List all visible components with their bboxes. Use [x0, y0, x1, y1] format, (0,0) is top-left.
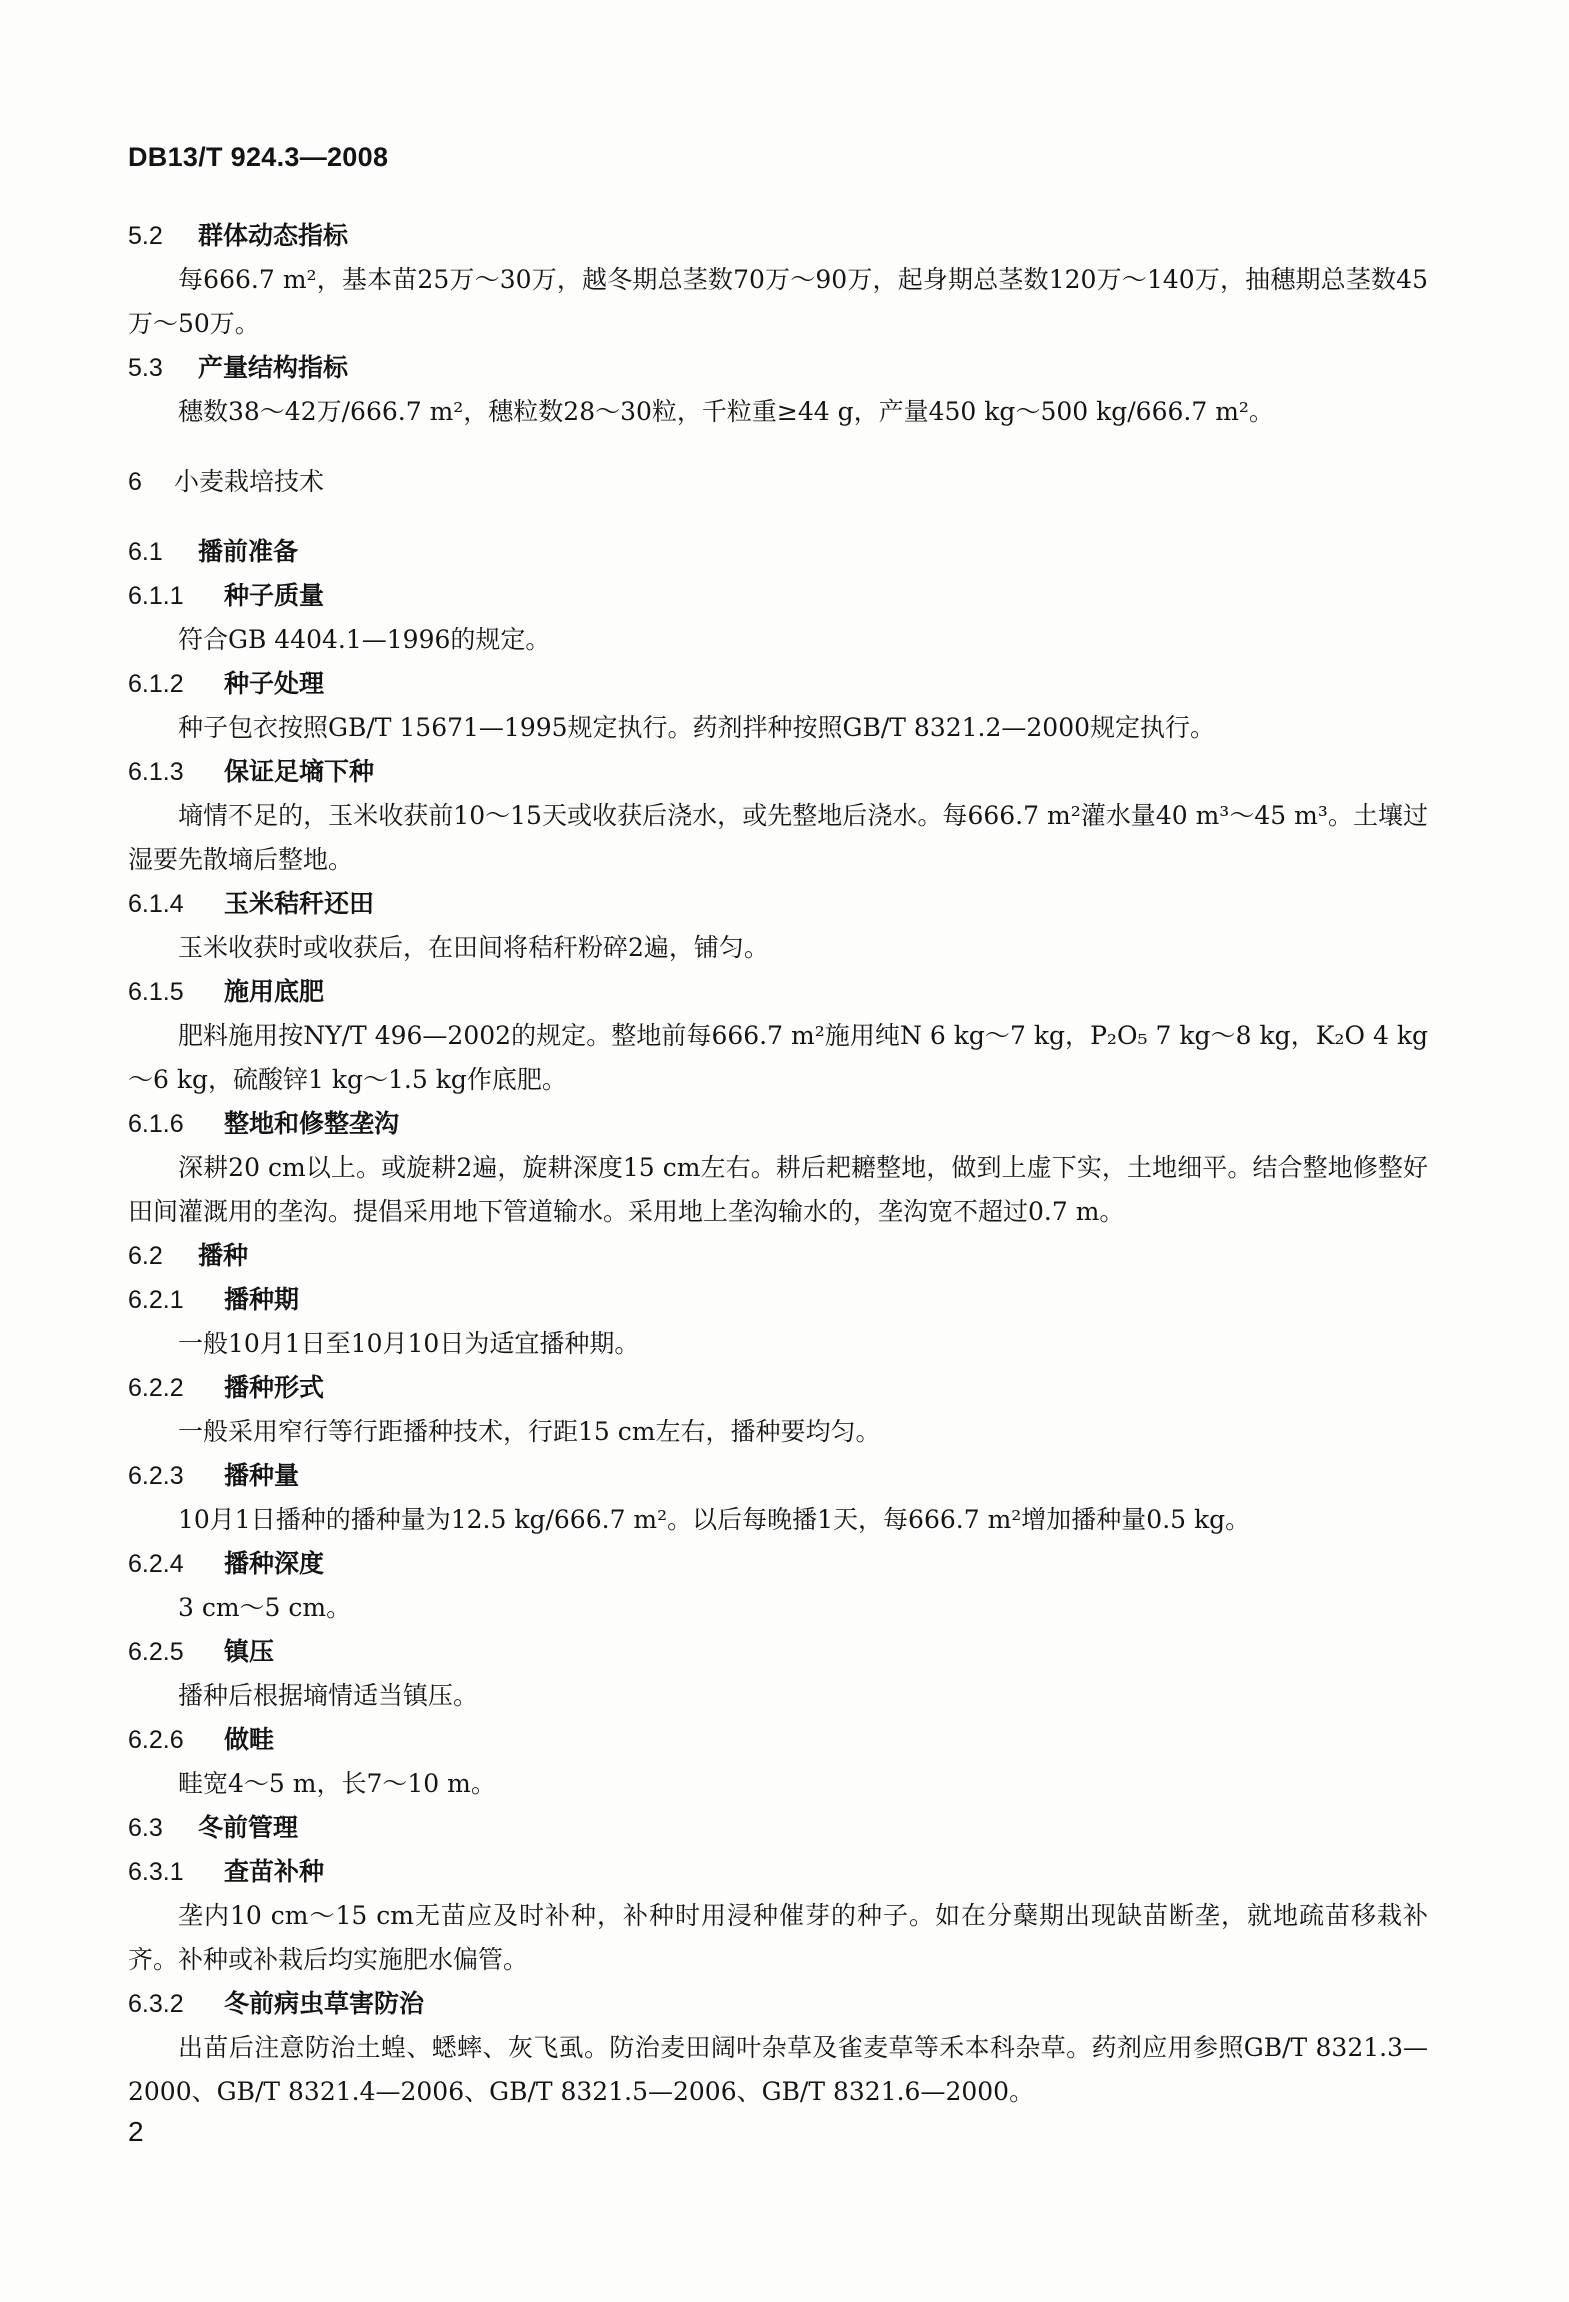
paragraph: 垄内10 cm～15 cm无苗应及时补种，补种时用浸种催芽的种子。如在分蘖期出现缺苗断垄，就地疏苗移栽补齐。补种或补栽后均实施肥水偏管。	[128, 1901, 1428, 1974]
paragraph: 肥料施用按NY/T 496—2002的规定。整地前每666.7 m²施用纯N 6 kg～7 kg，P₂O₅ 7 kg～8 kg，K₂O 4 kg～6 kg，硫酸锌1 kg～1.5 kg作底肥。	[128, 1021, 1428, 1094]
section-gap	[128, 504, 1428, 530]
section-heading-5-2	[128, 214, 1428, 258]
section-title: 播种形式	[224, 1373, 325, 1402]
section-number: 6.2.4	[128, 1550, 184, 1578]
section-heading-6	[128, 460, 1428, 504]
section-title: 播前准备	[198, 537, 299, 566]
section-title: 种子处理	[224, 669, 325, 698]
section-heading-6-3-2	[128, 1982, 1428, 2026]
paragraph: 每666.7 m²，基本苗25万～30万，越冬期总茎数70万～90万，起身期总茎数120万～140万，抽穗期总茎数45万～50万。	[128, 265, 1428, 338]
section-title: 保证足墒下种	[224, 757, 375, 786]
section-heading-6-1	[128, 530, 1428, 574]
section-heading-6-3-1	[128, 1850, 1428, 1894]
section-number: 6.1.6	[128, 1110, 184, 1138]
paragraph: 一般采用窄行等行距播种技术，行距15 cm左右，播种要均匀。	[178, 1417, 881, 1446]
section-heading-6-3	[128, 1806, 1428, 1850]
section-title: 镇压	[224, 1637, 275, 1666]
paragraph: 一般10月1日至10月10日为适宜播种期。	[178, 1329, 640, 1358]
section-heading-6-1-1	[128, 574, 1428, 618]
section-heading-5-3	[128, 346, 1428, 390]
section-heading-6-1-4	[128, 882, 1428, 926]
section-title: 玉米秸秆还田	[224, 889, 375, 918]
paragraph: 播种后根据墒情适当镇压。	[178, 1681, 479, 1710]
paragraph: 符合GB 4404.1—1996的规定。	[178, 625, 551, 654]
document-body	[128, 214, 1428, 2114]
paragraph: 玉米收获时或收获后，在田间将秸秆粉碎2遍，铺匀。	[178, 933, 769, 962]
paragraph: 10月1日播种的播种量为12.5 kg/666.7 m²。以后每晚播1天，每666.7 m²增加播种量0.5 kg。	[178, 1505, 1251, 1534]
section-title: 播种期	[224, 1285, 300, 1314]
section-heading-6-2-2	[128, 1366, 1428, 1410]
section-number: 6.2.2	[128, 1374, 184, 1402]
section-heading-6-2-3	[128, 1454, 1428, 1498]
section-heading-6-1-2	[128, 662, 1428, 706]
section-heading-6-2	[128, 1234, 1428, 1278]
section-number: 6.2.5	[128, 1638, 184, 1666]
section-title: 冬前病虫草害防治	[224, 1989, 425, 2018]
section-number: 6.2.6	[128, 1726, 184, 1754]
section-heading-6-2-1	[128, 1278, 1428, 1322]
section-title: 播种	[198, 1241, 249, 1270]
paragraph: 穗数38～42万/666.7 m²，穗粒数28～30粒，千粒重≥44 g，产量450 kg～500 kg/666.7 m²。	[178, 397, 1274, 426]
standard-id-header: DB13/T 924.3—2008	[128, 142, 389, 172]
section-number: 6.1.5	[128, 978, 184, 1006]
section-title: 种子质量	[224, 581, 325, 610]
section-number: 5.2	[128, 222, 163, 250]
section-heading-6-2-5	[128, 1630, 1428, 1674]
section-number: 6.1	[128, 538, 163, 566]
paragraph: 种子包衣按照GB/T 15671—1995规定执行。药剂拌种按照GB/T 8321.2—2000规定执行。	[178, 713, 1216, 742]
section-heading-6-2-6	[128, 1718, 1428, 1762]
section-number: 6.2.3	[128, 1462, 184, 1490]
section-title: 整地和修整垄沟	[224, 1109, 400, 1138]
section-title: 群体动态指标	[198, 221, 349, 250]
section-title: 做畦	[224, 1725, 275, 1754]
paragraph: 3 cm～5 cm。	[178, 1593, 352, 1622]
paragraph: 深耕20 cm以上。或旋耕2遍，旋耕深度15 cm左右。耕后耙耱整地，做到上虚下实，土地细平。结合整地修整好田间灌溉用的垄沟。提倡采用地下管道输水。采用地上垄沟输水的，垄沟宽不超过0.7 m。	[128, 1153, 1428, 1226]
section-title: 小麦栽培技术	[174, 467, 325, 496]
page-number: 2	[128, 2116, 144, 2147]
section-number: 6	[128, 468, 142, 496]
section-title: 冬前管理	[198, 1813, 299, 1842]
section-gap	[128, 434, 1428, 460]
section-number: 6.3.2	[128, 1990, 184, 2018]
section-title: 产量结构指标	[198, 353, 349, 382]
paragraph: 畦宽4～5 m，长7～10 m。	[178, 1769, 496, 1798]
paragraph: 墒情不足的，玉米收获前10～15天或收获后浇水，或先整地后浇水。每666.7 m²灌水量40 m³～45 m³。土壤过湿要先散墒后整地。	[128, 801, 1428, 874]
section-heading-6-1-3	[128, 750, 1428, 794]
section-number: 6.1.2	[128, 670, 184, 698]
section-title: 查苗补种	[224, 1857, 325, 1886]
section-heading-6-1-6	[128, 1102, 1428, 1146]
section-number: 6.2.1	[128, 1286, 184, 1314]
section-number: 6.1.4	[128, 890, 184, 918]
section-title: 播种深度	[224, 1549, 325, 1578]
section-number: 6.1.1	[128, 582, 184, 610]
section-number: 6.1.3	[128, 758, 184, 786]
section-heading-6-2-4	[128, 1542, 1428, 1586]
section-heading-6-1-5	[128, 970, 1428, 1014]
section-number: 6.2	[128, 1242, 163, 1270]
section-number: 6.3	[128, 1814, 163, 1842]
section-number: 6.3.1	[128, 1858, 184, 1886]
section-title: 施用底肥	[224, 977, 325, 1006]
section-number: 5.3	[128, 354, 163, 382]
section-title: 播种量	[224, 1461, 300, 1490]
paragraph: 出苗后注意防治土蝗、蟋蟀、灰飞虱。防治麦田阔叶杂草及雀麦草等禾本科杂草。药剂应用参照GB/T 8321.3—2000、GB/T 8321.4—2006、GB/T 8321.5—2006、GB/T 8321.6—2000。	[128, 2033, 1428, 2106]
